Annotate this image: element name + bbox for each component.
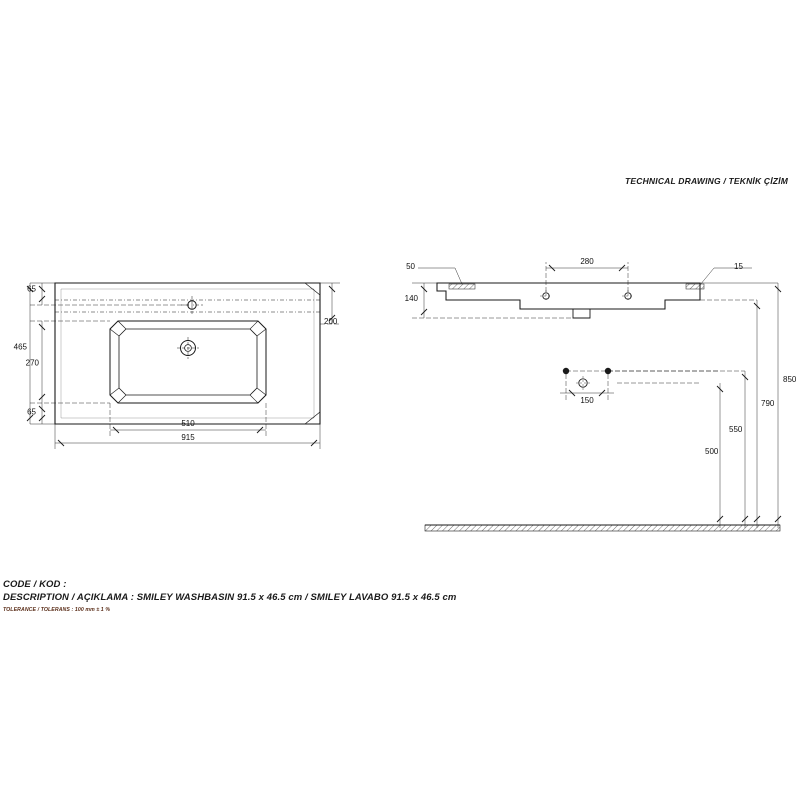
plan-dim-510: 510 [181, 419, 195, 428]
title-block [3, 578, 503, 613]
plan-dim-200: 200 [324, 317, 338, 326]
front-elevation-geometry [425, 283, 780, 531]
front-dim-50: 50 [406, 262, 415, 271]
plan-dim-65-top: 65 [27, 284, 36, 294]
front-dim-500: 500 [705, 447, 719, 456]
front-dim-150: 150 [580, 396, 594, 405]
front-dim-140: 140 [404, 294, 418, 303]
plan-dim-465: 465 [13, 342, 27, 352]
front-dim-280: 280 [580, 257, 594, 266]
tolerance-line: TOLERANCE / TOLERANS : 100 mm ± 1 % [3, 607, 111, 613]
front-dim-550: 550 [729, 425, 743, 434]
plan-dim-65-bottom: 65 [27, 407, 36, 417]
header-note: TECHNICAL DRAWING / TEKNİK ÇİZİM [624, 176, 788, 186]
code-line: CODE / KOD : [3, 579, 67, 590]
plan-dim-270: 270 [25, 358, 39, 368]
front-dim-15: 15 [734, 262, 743, 271]
plan-dim-915: 915 [181, 433, 195, 442]
front-dimension-lines [412, 262, 781, 528]
front-dim-790: 790 [761, 399, 775, 408]
description-line: DESCRIPTION / AÇIKLAMA : SMILEY WASHBASIN 91.5 x 46.5 cm / SMILEY LAVABO 91.5 x 46.5 cm [3, 592, 457, 603]
front-dim-850: 850 [783, 375, 797, 384]
